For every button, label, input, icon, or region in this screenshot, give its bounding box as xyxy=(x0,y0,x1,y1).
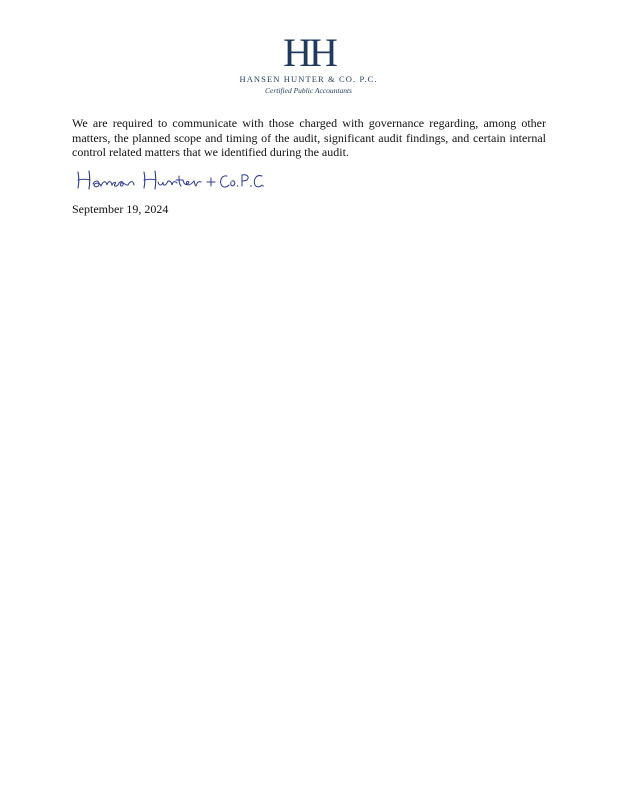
firm-name: HANSEN HUNTER & CO. P.C. xyxy=(239,74,378,84)
firm-tagline: Certified Public Accountants xyxy=(265,86,352,95)
letter-date: September 19, 2024 xyxy=(72,202,169,216)
firm-monogram-logo xyxy=(273,34,345,70)
handwritten-signature xyxy=(74,164,264,194)
svg-text:HH: HH xyxy=(282,34,335,70)
letterhead xyxy=(0,34,617,96)
body-paragraph: We are required to communicate with those charged with governance regarding, among other matters, the planned scope and timing of the audit, significant audit findings, and certain internal control related matters that we identified during the audit. xyxy=(72,116,546,159)
